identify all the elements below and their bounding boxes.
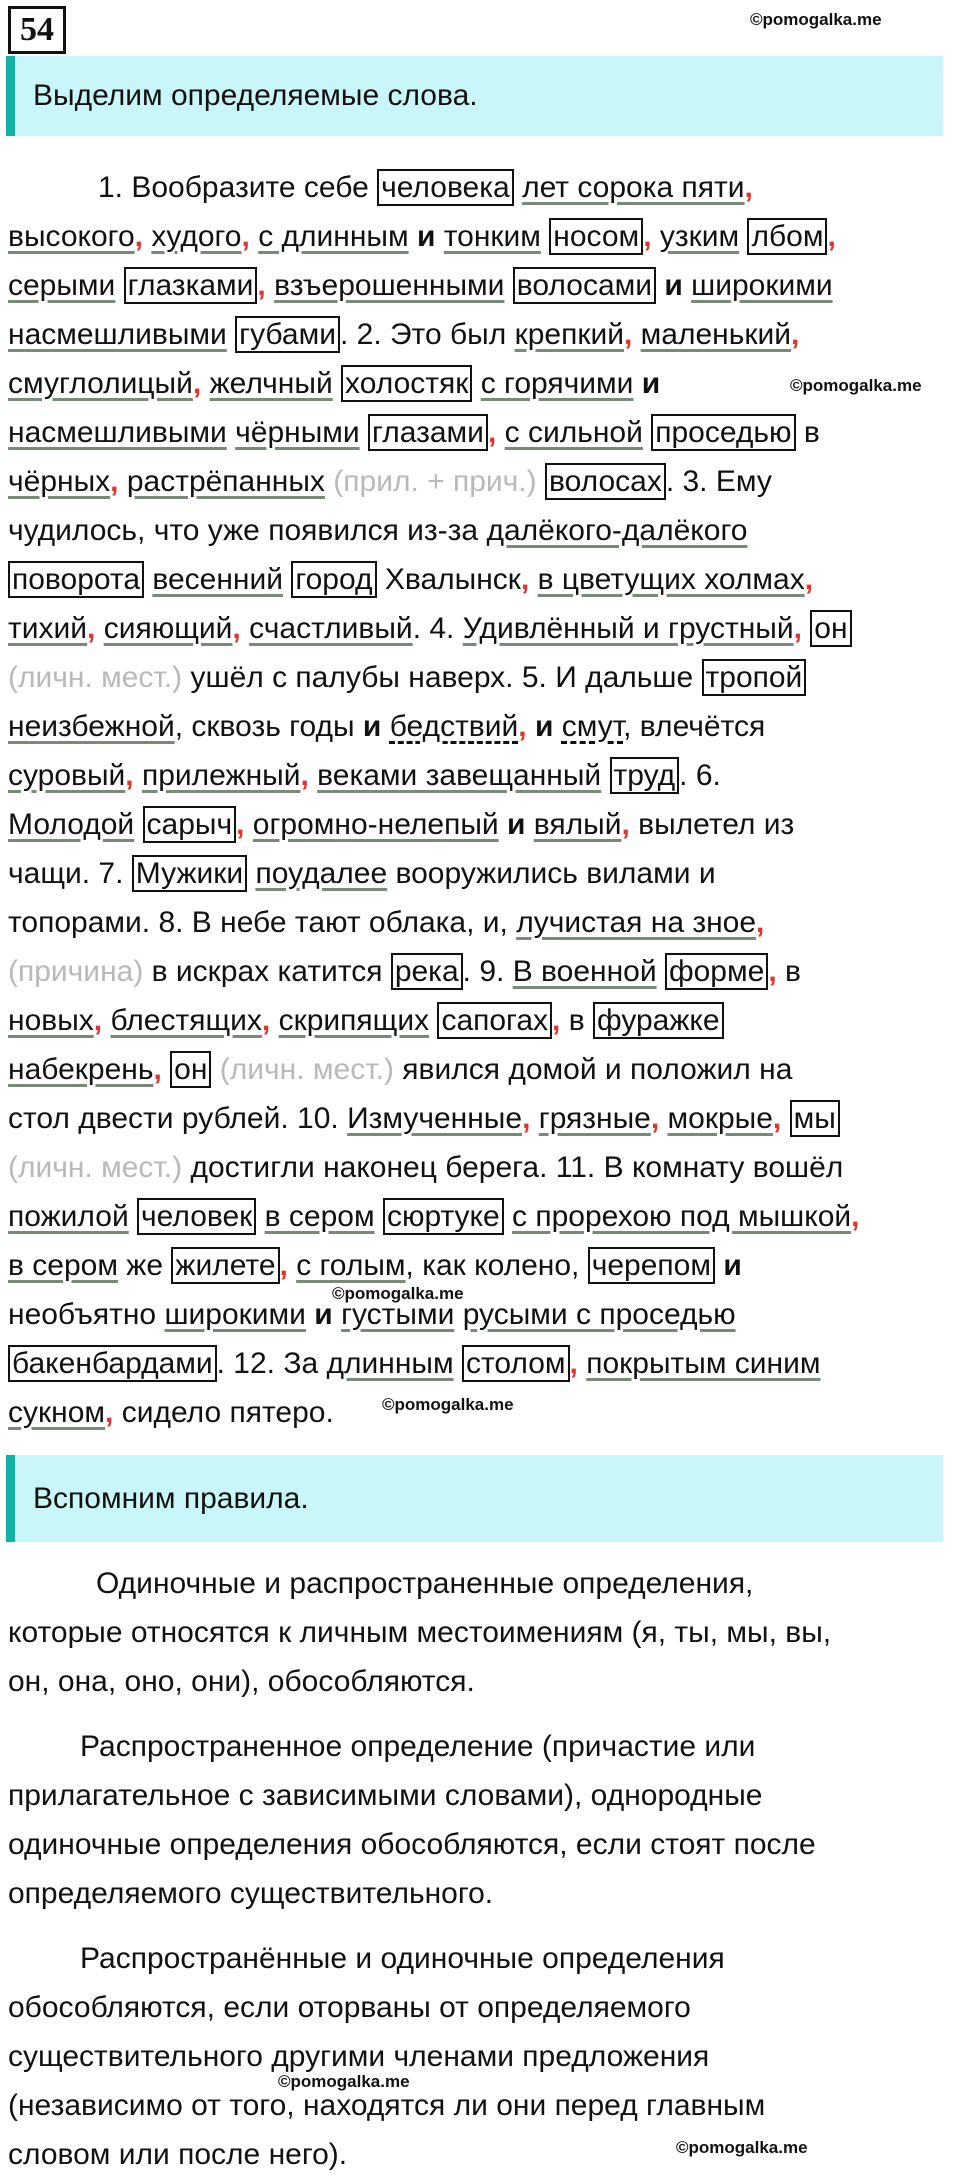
rule-3-line-4: (независимо от того, находятся ли они перед главным (8, 2089, 766, 2122)
watermark: ©pomogalka.me (332, 1284, 464, 1303)
text-line-25: бакенбардами . 12. За длинным столом , покрытым синим (8, 1341, 821, 1387)
section-title-2: Вспомним правила. (33, 1481, 309, 1515)
text-line-3: серыми глазками , взъерошенными волосами и широкими (8, 269, 833, 302)
text-line-17: (причина) в искрах катится река . 9. В военной форме , в (8, 955, 801, 988)
rule-2-line-4: определяемого существительного. (8, 1877, 494, 1910)
text-line-18: новых, блестящих, скрипящих сапогах , в фуражке (8, 998, 724, 1044)
text-line-13: суровый, прилежный, веками завещанный труд . 6. (8, 759, 721, 792)
text-line-12: неизбежной, сквозь годы и бедствий, и смут, влечётся (8, 710, 766, 743)
watermark: ©pomogalka.me (790, 376, 922, 395)
watermark: ©pomogalka.me (278, 2072, 410, 2091)
rule-3-line-2: обособляются, если оторваны от определяемого (8, 1991, 691, 2024)
watermark: ©pomogalka.me (382, 1395, 514, 1414)
rule-3-line-5: словом или после него). (8, 2138, 348, 2171)
text-line-23: в сером же жилете , с голым, как колено, черепом и (8, 1249, 742, 1282)
rule-2-line-1: Распространенное определение (причастие или (80, 1730, 756, 1763)
rule-2-line-3: одиночные определения обособляются, если стоят после (8, 1828, 816, 1861)
task-number: 54 (8, 6, 66, 54)
text-line-6: насмешливыми чёрными глазами , с сильной проседью в (8, 416, 820, 449)
rule-2-line-2: прилагательное с зависимыми словами), однородные (8, 1779, 763, 1812)
text-line-10: тихий, сияющий, счастливый. 4. Удивлённый и грустный, он (8, 606, 852, 652)
text-line-15: чащи. 7. Мужики поудалее вооружились вилами и (8, 857, 716, 890)
rule-3-line-3: существительного другими членами предложения (8, 2040, 710, 2073)
rule-3-line-1: Распространённые и одиночные определения (80, 1942, 725, 1975)
text-line-21: (личн. мест.) достигли наконец берега. 11. В комнату вошёл (8, 1151, 844, 1184)
text-line-7: чёрных, растрёпанных (прил. + прич.) волосах . 3. Ему (8, 465, 772, 498)
text-line-9: поворота весенний город Хвалынск, в цветущих холмах, (8, 557, 813, 603)
rule-1-line-1: Одиночные и распространенные определения, (96, 1567, 754, 1600)
text-line-24: необъятно широкими и густыми русыми с проседью (8, 1298, 736, 1331)
section-title-1: Выделим определяемые слова. (33, 79, 478, 112)
text-line-5: смуглолицый, желчный холостяк с горячими и (8, 367, 661, 400)
text-line-14: Молодой сарыч , огромно-нелепый и вялый, вылетел из (8, 808, 795, 841)
text-line-20: стол двести рублей. 10. Измученные, грязные, мокрые, мы (8, 1096, 840, 1142)
text-line-8: чудилось, что уже появился из-за далёкого-далёкого (8, 514, 748, 547)
section-banner-1 (6, 56, 943, 136)
text-line-11: (личн. мест.) ушёл с палубы наверх. 5. И дальше тропой (8, 655, 806, 701)
text-line-4: насмешливыми губами . 2. Это был крепкий, маленький, (8, 318, 800, 351)
section-banner-2 (6, 1455, 943, 1542)
rule-1-line-3: он, она, оно, они), обособляются. (8, 1665, 475, 1698)
rule-1-line-2: которые относятся к личным местоимениям (я, ты, мы, вы, (8, 1616, 832, 1649)
text-line-2: высокого, худого, с длинным и тонким носом , узким лбом , (8, 220, 836, 253)
watermark: ©pomogalka.me (676, 2138, 808, 2157)
text-line-22: пожилой человек в сером сюртуке с прорехою под мышкой, (8, 1200, 860, 1233)
text-line-19: набекрень, он (личн. мест.) явился домой и положил на (8, 1053, 793, 1086)
text-line-16: топорами. 8. В небе тают облака, и, лучистая на зное, (8, 906, 765, 939)
watermark: ©pomogalka.me (750, 10, 882, 29)
text-line-1: 1. Вообразите себе человека лет сорока пяти, (98, 171, 753, 204)
text-line-26: сукном, сидело пятеро. (8, 1396, 334, 1429)
